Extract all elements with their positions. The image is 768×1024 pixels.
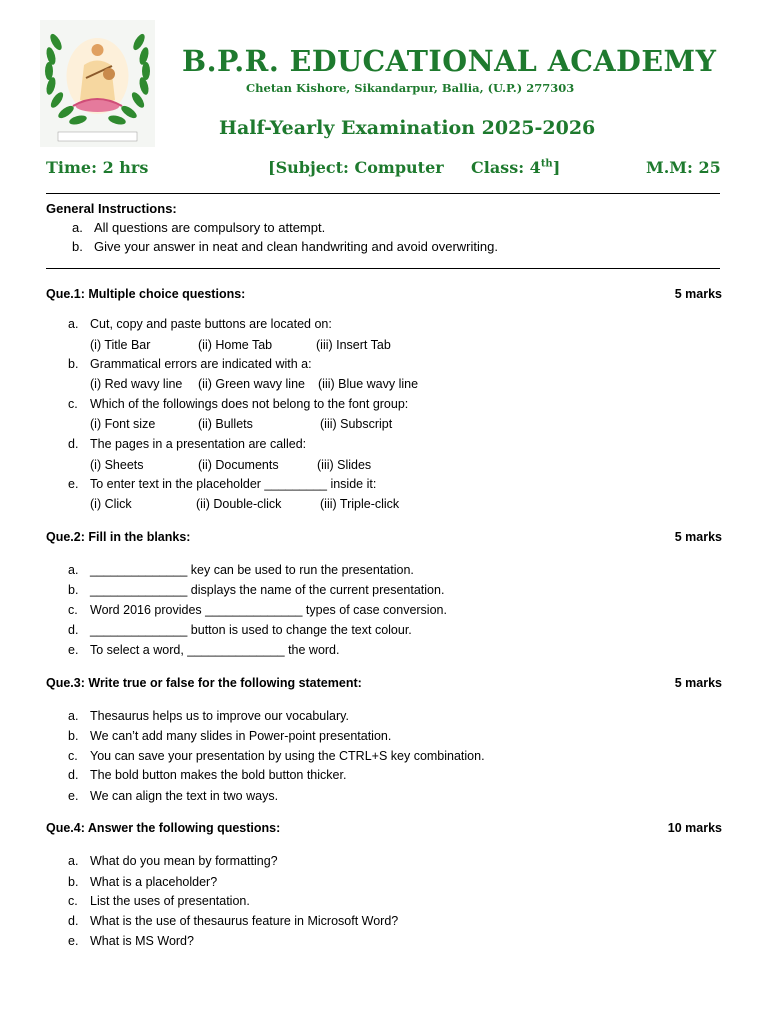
q4-item-text: List the uses of presentation.	[90, 894, 250, 908]
question-2-marks: 5 marks	[674, 530, 722, 544]
q4-item-text: What is MS Word?	[90, 934, 194, 948]
academy-logo	[40, 20, 155, 147]
q1-option: (ii) Double-click	[196, 497, 282, 511]
q3-item-text: We can’t add many slides in Power-point presentation.	[90, 729, 392, 743]
q2-item-text: ______________ button is used to change the text colour.	[90, 623, 412, 637]
q1-option: (iii) Triple-click	[320, 497, 400, 511]
question-1-title: Que.1: Multiple choice questions:	[46, 287, 246, 301]
q1-item-text: Which of the followings does not belong to the font group:	[90, 397, 409, 411]
q1-item-text: To enter text in the placeholder _________ inside it:	[90, 477, 377, 491]
q1-option: (ii) Documents	[198, 458, 279, 472]
question-3-title: Que.3: Write true or false for the following statement:	[46, 676, 362, 690]
exam-class	[471, 158, 560, 177]
q1-item-letter: d.	[68, 437, 79, 451]
question-4-marks: 10 marks	[667, 821, 722, 835]
saraswati-laurel-logo-icon	[40, 20, 155, 147]
q2-item-letter: d.	[68, 623, 79, 637]
q1-option: (iii) Slides	[317, 458, 372, 472]
q1-option: (ii) Home Tab	[198, 338, 273, 352]
q1-item-text: The pages in a presentation are called:	[90, 437, 307, 451]
q1-option: (iii) Subscript	[320, 417, 393, 431]
q4-item-text: What is a placeholder?	[90, 875, 218, 889]
q2-item-text: To select a word, ______________ the word.	[90, 643, 340, 657]
instruction-text: All questions are compulsory to attempt.	[94, 220, 326, 235]
exam-subject: [Subject: Computer	[268, 158, 444, 177]
q3-item-text: The bold button makes the bold button thicker.	[90, 768, 347, 782]
question-2-title: Que.2: Fill in the blanks:	[46, 530, 191, 544]
q3-item-letter: a.	[68, 709, 79, 723]
instructions-title: General Instructions:	[46, 201, 177, 216]
q1-item-letter: b.	[68, 357, 79, 371]
q1-option: (iii) Insert Tab	[316, 338, 391, 352]
q1-option: (ii) Bullets	[198, 417, 253, 431]
q4-item-letter: d.	[68, 914, 79, 928]
class-suffix: th	[540, 158, 553, 170]
exam-time: Time: 2 hrs	[46, 158, 149, 177]
exam-title: Half-Yearly Examination 2025-2026	[219, 117, 596, 139]
q1-item-letter: a.	[68, 317, 79, 331]
question-3-marks: 5 marks	[674, 676, 722, 690]
q1-option: (ii) Green wavy line	[198, 377, 305, 391]
q2-item-letter: e.	[68, 643, 79, 657]
q1-option: (iii) Blue wavy line	[318, 377, 419, 391]
max-marks: M.M: 25	[646, 158, 721, 177]
academy-name: B.P.R. EDUCATIONAL ACADEMY	[182, 44, 717, 78]
q1-item-text: Grammatical errors are indicated with a:	[90, 357, 312, 371]
q3-item-letter: e.	[68, 789, 79, 803]
q2-item-letter: c.	[68, 603, 78, 617]
q4-item-text: What is the use of thesaurus feature in Microsoft Word?	[90, 914, 399, 928]
question-1-marks: 5 marks	[674, 287, 722, 301]
q3-item-text: You can save your presentation by using the CTRL+S key combination.	[90, 749, 485, 763]
instruction-letter: b.	[72, 239, 83, 254]
q3-item-text: Thesaurus helps us to improve our vocabulary.	[90, 709, 349, 723]
q3-item-letter: b.	[68, 729, 79, 743]
q4-item-letter: e.	[68, 934, 79, 948]
q2-item-text: ______________ displays the name of the current presentation.	[90, 583, 445, 597]
q4-item-letter: c.	[68, 894, 78, 908]
q3-item-letter: d.	[68, 768, 79, 782]
instruction-text: Give your answer in neat and clean handwriting and avoid overwriting.	[94, 239, 498, 254]
header-divider	[46, 193, 720, 194]
q2-item-letter: a.	[68, 563, 79, 577]
q4-item-letter: b.	[68, 875, 79, 889]
q3-item-text: We can align the text in two ways.	[90, 789, 279, 803]
class-close: ]	[552, 158, 561, 177]
q2-item-text: Word 2016 provides ______________ types of case conversion.	[90, 603, 447, 617]
q4-item-text: What do you mean by formatting?	[90, 854, 278, 868]
q1-option: (i) Sheets	[90, 458, 144, 472]
class-label: Class: 4	[471, 158, 541, 177]
instructions-divider	[46, 268, 720, 269]
q2-item-text: ______________ key can be used to run the presentation.	[90, 563, 414, 577]
q1-item-text: Cut, copy and paste buttons are located on:	[90, 317, 332, 331]
academy-address: Chetan Kishore, Sikandarpur, Ballia, (U.P.) 277303	[246, 81, 575, 95]
q1-item-letter: c.	[68, 397, 78, 411]
q1-option: (i) Title Bar	[90, 338, 151, 352]
q1-option: (i) Red wavy line	[90, 377, 183, 391]
q1-option: (i) Font size	[90, 417, 156, 431]
instruction-letter: a.	[72, 220, 83, 235]
question-4-title: Que.4: Answer the following questions:	[46, 821, 281, 835]
q4-item-letter: a.	[68, 854, 79, 868]
q2-item-letter: b.	[68, 583, 79, 597]
q1-option: (i) Click	[90, 497, 132, 511]
q3-item-letter: c.	[68, 749, 78, 763]
q1-item-letter: e.	[68, 477, 79, 491]
